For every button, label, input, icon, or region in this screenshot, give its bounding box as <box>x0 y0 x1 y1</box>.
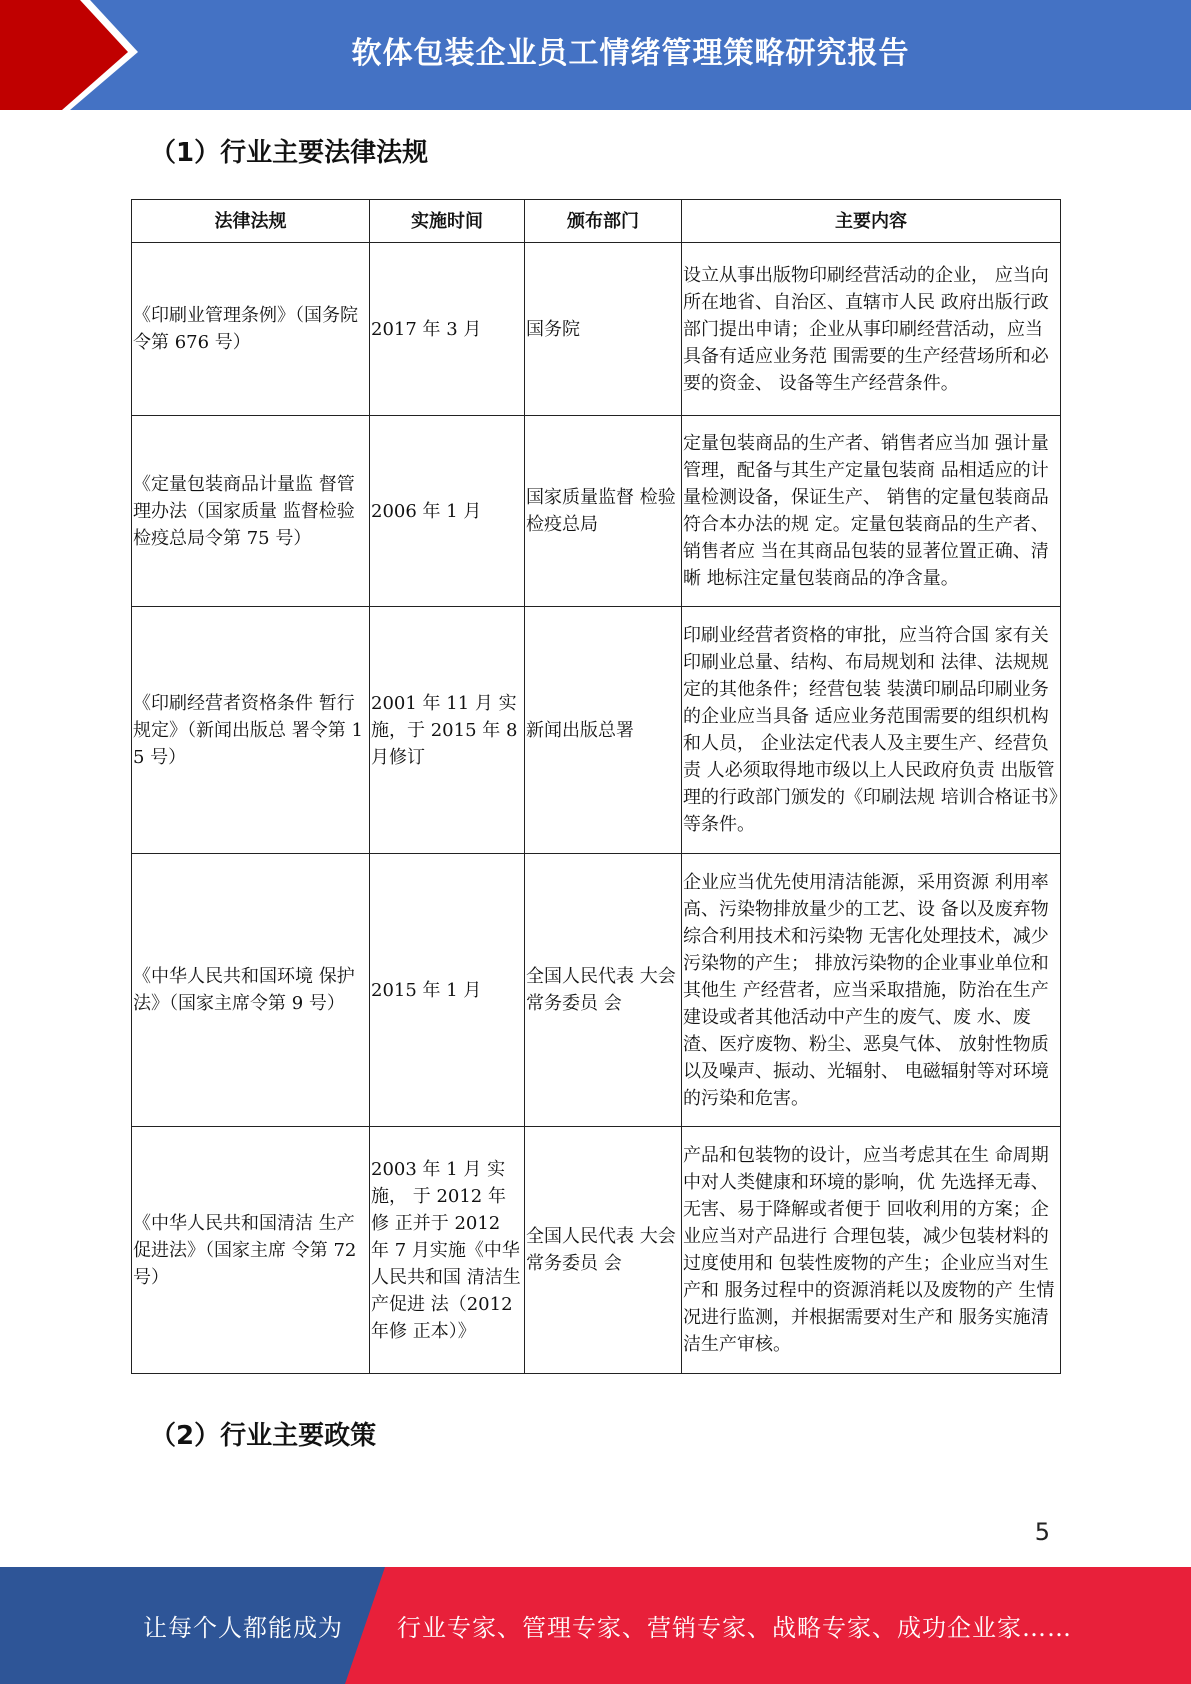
footer-slogan-left: 让每个人都能成为 <box>143 1614 343 1642</box>
table-row <box>132 607 1061 854</box>
page-footer <box>0 1567 1191 1684</box>
header-arrow-decoration <box>0 0 160 110</box>
content-cell: 产品和包装物的设计，应当考虑其在生 命周期中对人类健康和环境的影响，优 先选择无毒、无害、易于降解或者便于 回收利用的方案；企业应当对产品进行 合理包装，减少包装材料的过度使用和 包装性废物的产生；企业应当对生产和 服务过程中的资源消耗以及废物的产 生情况进行监测，并根据需要对生产和 服务实施清洁生产审核。 <box>682 1127 1061 1374</box>
date-cell: 2017 年 3 月 <box>370 243 525 416</box>
table-row <box>132 1127 1061 1374</box>
content-cell: 定量包装商品的生产者、销售者应当加 强计量管理，配备与其生产定量包装商 品相适应的计量检测设备，保证生产、 销售的定量包装商品符合本办法的规 定。定量包装商品的生产者、销售者应 当在其商品包装的显著位置正确、清晰 地标注定量包装商品的净含量。 <box>682 416 1061 607</box>
column-header-issuer: 颁布部门 <box>525 200 682 243</box>
issuer-cell: 国家质量监督 检验检疫总局 <box>525 416 682 607</box>
law-name-cell: 《中华人民共和国清洁 生产促进法》（国家主席 令第 72 号） <box>132 1127 370 1374</box>
section-heading-policies: （2）行业主要政策 <box>150 1421 377 1451</box>
issuer-cell: 新闻出版总署 <box>525 607 682 854</box>
issuer-cell: 全国人民代表 大会常务委员 会 <box>525 854 682 1127</box>
laws-table <box>131 199 1061 1374</box>
issuer-cell: 国务院 <box>525 243 682 416</box>
table-header-row <box>132 200 1061 243</box>
column-header-law: 法律法规 <box>132 200 370 243</box>
table-row <box>132 416 1061 607</box>
document-title: 软体包装企业员工情绪管理策略研究报告 <box>351 36 910 71</box>
content-cell: 设立从事出版物印刷经营活动的企业， 应当向所在地省、自治区、直辖市人民 政府出版行政部门提出申请；企业从事印刷经营活动，应当具备有适应业务范 围需要的生产经营场所和必要的资金、 设备等生产经营条件。 <box>682 243 1061 416</box>
column-header-date: 实施时间 <box>370 200 525 243</box>
content-cell: 企业应当优先使用清洁能源，采用资源 利用率高、污染物排放量少的工艺、设 备以及废弃物综合利用技术和污染物 无害化处理技术，减少污染物的产生； 排放污染物的企业事业单位和其他生 产经营者，应当采取措施，防治在生产 建设或者其他活动中产生的废气、废 水、废渣、医疗废物、粉尘、恶臭气体、 放射性物质以及噪声、振动、光辐射、 电磁辐射等对环境的污染和危害。 <box>682 854 1061 1127</box>
footer-slogan-right: 行业专家、管理专家、营销专家、战略专家、成功企业家…… <box>397 1614 1072 1642</box>
content-cell: 印刷业经营者资格的审批，应当符合国 家有关印刷业总量、结构、布局规划和 法律、法规规定的其他条件；经营包装 装潢印刷品印刷业务的企业应当具备 适应业务范围需要的组织机构和人员， 企业法定代表人及主要生产、经营负责 人必须取得地市级以上人民政府负责 出版管理的行政部门颁发的《印刷法规 培训合格证书》等条件。 <box>682 607 1061 854</box>
law-name-cell: 《印刷经营者资格条件 暂行规定》（新闻出版总 署令第 15 号） <box>132 607 370 854</box>
column-header-content: 主要内容 <box>682 200 1061 243</box>
law-name-cell: 《定量包装商品计量监 督管理办法（国家质量 监督检验检疫总局令第 75 号） <box>132 416 370 607</box>
date-cell: 2003 年 1 月 实施， 于 2012 年修 正并于 2012 年 7 月实施《中华人民共和国 清洁生产促进 法（2012 年修 正本）》 <box>370 1127 525 1374</box>
table-row <box>132 243 1061 416</box>
date-cell: 2001 年 11 月 实施，于 2015 年 8 月修订 <box>370 607 525 854</box>
law-name-cell: 《中华人民共和国环境 保护法》（国家主席令第 9 号） <box>132 854 370 1127</box>
date-cell: 2006 年 1 月 <box>370 416 525 607</box>
section-heading-laws: （1）行业主要法律法规 <box>150 138 429 168</box>
table-row <box>132 854 1061 1127</box>
date-cell: 2015 年 1 月 <box>370 854 525 1127</box>
law-name-cell: 《印刷业管理条例》（国务院令第 676 号） <box>132 243 370 416</box>
issuer-cell: 全国人民代表 大会常务委员 会 <box>525 1127 682 1374</box>
page-header <box>0 0 1191 110</box>
page-number: 5 <box>1034 1518 1050 1546</box>
